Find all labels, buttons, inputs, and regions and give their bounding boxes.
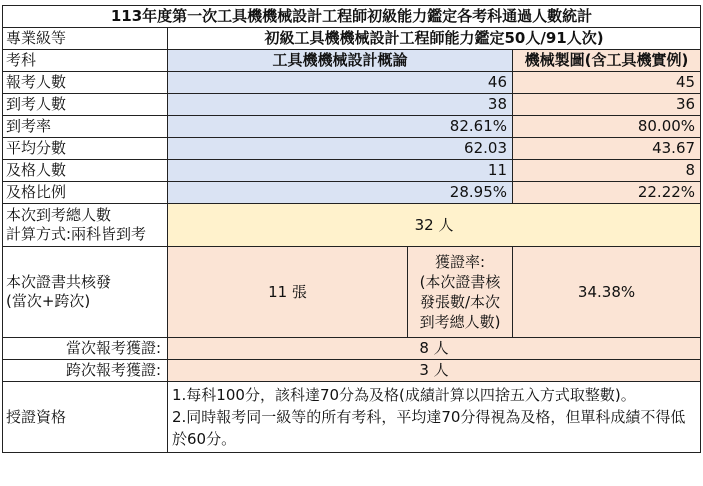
subject-a-header: 工具機機械設計概論 (168, 50, 513, 72)
stat-value-a: 62.03 (168, 138, 513, 160)
stat-row (3, 116, 701, 138)
stat-row (3, 138, 701, 160)
certificate-label-line2: (當次+跨次) (6, 292, 91, 310)
stat-value-a: 38 (168, 94, 513, 116)
table-title: 113年度第一次工具機機械設計工程師初級能力鑑定各考科通過人數統計 (3, 6, 701, 28)
stat-label: 報考人數 (3, 72, 168, 94)
ratio-label-line: 到考總人數) (419, 313, 501, 331)
stat-label: 到考人數 (3, 94, 168, 116)
qualification-rules (168, 382, 701, 453)
ratio-label (408, 247, 513, 338)
attendance-value: 32 人 (168, 204, 701, 247)
certificate-value: 11 張 (168, 247, 408, 338)
stat-value-b: 8 (513, 160, 701, 182)
stat-row (3, 72, 701, 94)
current-cert-label: 當次報考獲證: (3, 338, 168, 360)
ratio-label-line: (本次證書核 (419, 273, 501, 291)
ratio-value: 34.38% (513, 247, 701, 338)
stat-row (3, 94, 701, 116)
certificate-label-line1: 本次證書共核發 (6, 273, 112, 291)
stat-value-a: 46 (168, 72, 513, 94)
subject-b-header: 機械製圖(含工具機實例) (513, 50, 701, 72)
stat-label: 平均分數 (3, 138, 168, 160)
subject-label: 考科 (3, 50, 168, 72)
stat-row (3, 160, 701, 182)
attendance-label-line2: 計算方式:兩科皆到考 (6, 225, 147, 243)
stat-value-a: 11 (168, 160, 513, 182)
certificate-label (3, 247, 168, 338)
stat-label: 到考率 (3, 116, 168, 138)
stat-value-b: 45 (513, 72, 701, 94)
level-value: 初級工具機機械設計工程師能力鑑定50人/91人次) (168, 28, 701, 50)
cross-cert-label: 跨次報考獲證: (3, 360, 168, 382)
stat-value-b: 22.22% (513, 182, 701, 204)
stat-row (3, 182, 701, 204)
qualification-rule: 2.同時報考同一級等的所有考科，平均達70分得視為及格，但單科成績不得低於60分。 (172, 408, 686, 448)
level-label: 專業級等 (3, 28, 168, 50)
pass-statistics-table (2, 5, 701, 453)
stat-label: 及格人數 (3, 160, 168, 182)
qualification-rule: 1.每科100分，該科達70分為及格(成績計算以四捨五入方式取整數)。 (172, 386, 636, 404)
ratio-label-line: 發張數/本次 (419, 293, 501, 311)
attendance-label-line1: 本次到考總人數 (6, 206, 112, 224)
current-cert-value: 8 人 (168, 338, 701, 360)
stat-value-b: 80.00% (513, 116, 701, 138)
stat-value-a: 28.95% (168, 182, 513, 204)
stat-value-b: 36 (513, 94, 701, 116)
attendance-label (3, 204, 168, 247)
stat-label: 及格比例 (3, 182, 168, 204)
stat-value-b: 43.67 (513, 138, 701, 160)
qualification-label: 授證資格 (3, 382, 168, 453)
cross-cert-value: 3 人 (168, 360, 701, 382)
stat-value-a: 82.61% (168, 116, 513, 138)
ratio-label-line: 獲證率: (434, 253, 486, 271)
